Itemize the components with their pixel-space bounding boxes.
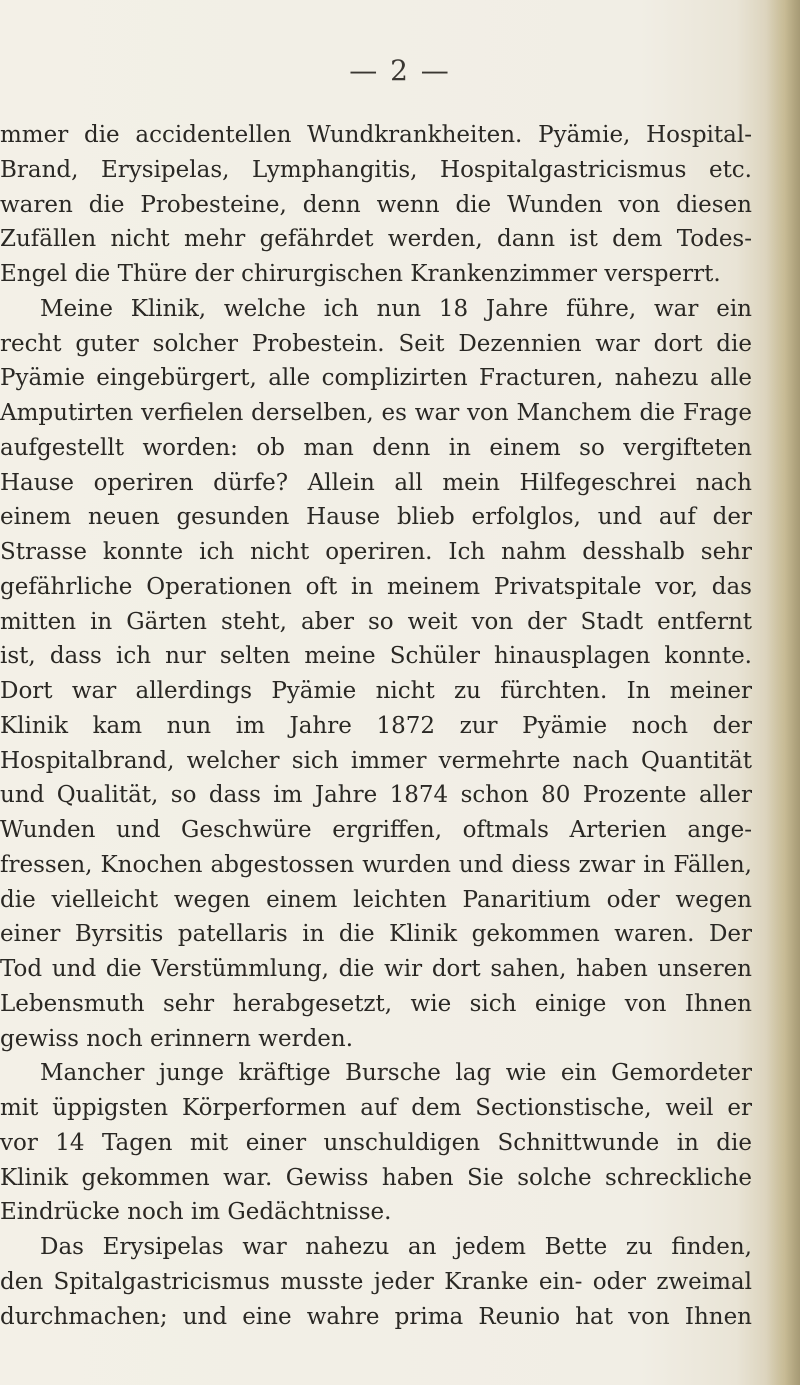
text-line: gefährliche Operationen oft in meinem Privatspitale vor, das (0, 573, 752, 600)
text-line: Zufällen nicht mehr gefährdet werden, dann ist dem Todes- (0, 226, 752, 253)
text-line: Hause operiren dürfe? Allein all mein Hilfegeschrei nach (0, 469, 752, 496)
text-line: Brand, Erysipelas, Lymphangitis, Hospitalgastricismus etc. (0, 156, 752, 183)
page-edge-shadow (766, 0, 800, 1385)
text-line: mitten in Gärten steht, aber so weit von der Stadt entfernt (0, 608, 752, 635)
text-line: aufgestellt worden: ob man denn in einem so vergifteten (0, 434, 752, 461)
text-line: mmer die accidentellen Wundkrankheiten. Pyämie, Hospital- (0, 122, 752, 148)
text-line: Wunden und Geschwüre ergriffen, oftmals Arterien ange- (0, 817, 752, 843)
text-line: vor 14 Tagen mit einer unschuldigen Schnittwunde in die (0, 1129, 752, 1156)
text-line: Strasse konnte ich nicht operiren. Ich nahm desshalb sehr (0, 539, 752, 565)
text-line: und Qualität, so dass im Jahre 1874 schon 80 Prozente aller (0, 782, 752, 809)
text-line: ist, dass ich nur selten meine Schüler hinausplagen konnte. (0, 643, 752, 670)
text-line: Klinik gekommen war. Gewiss haben Sie solche schreckliche (0, 1164, 752, 1191)
text-line: Meine Klinik, welche ich nun 18 Jahre führe, war ein (40, 295, 752, 322)
text-line: Dort war allerdings Pyämie nicht zu fürchten. In meiner (0, 678, 752, 704)
text-line: fressen, Knochen abgestossen wurden und diess zwar in Fällen, (0, 851, 752, 878)
text-line: den Spitalgastricismus musste jeder Kranke ein- oder zweimal (0, 1268, 752, 1295)
text-line: Amputirten verfielen derselben, es war von Manchem die Frage (0, 400, 752, 426)
text-line: einer Byrsitis patellaris in die Klinik gekommen waren. Der (0, 921, 752, 948)
text-line: Lebensmuth sehr herabgesetzt, wie sich einige von Ihnen (0, 990, 752, 1017)
text-line: gewiss noch erinnern werden. (0, 1025, 354, 1052)
text-line: Eindrücke noch im Gedächtnisse. (0, 1199, 392, 1226)
page-number: — 2 — (349, 54, 451, 87)
text-line: Mancher junge kräftige Bursche lag wie ein Gemordeter (40, 1060, 752, 1087)
text-line: Das Erysipelas war nahezu an jedem Bette zu finden, (40, 1234, 752, 1260)
text-line: Tod und die Verstümmlung, die wir dort sahen, haben unseren (0, 956, 752, 982)
text-line: mit üppigsten Körperformen auf dem Sectionstische, weil er (0, 1095, 752, 1121)
text-line: Engel die Thüre der chirurgischen Krankenzimmer versperrt. (0, 261, 721, 287)
text-line: einem neuen gesunden Hause blieb erfolglos, und auf der (0, 504, 752, 531)
text-line: durchmachen; und eine wahre prima Reunio hat von Ihnen (0, 1303, 752, 1330)
text-line: die vielleicht wegen einem leichten Panaritium oder wegen (0, 886, 752, 913)
text-line: Klinik kam nun im Jahre 1872 zur Pyämie noch der (0, 712, 752, 739)
text-line: recht guter solcher Probestein. Seit Dezennien war dort die (0, 330, 752, 357)
body-text (0, 118, 752, 1334)
text-line: Hospitalbrand, welcher sich immer vermehrte nach Quantität (0, 747, 752, 774)
text-line: waren die Probesteine, denn wenn die Wunden von diesen (0, 191, 752, 218)
text-line: Pyämie eingebürgert, alle complizirten Fracturen, nahezu alle (0, 365, 752, 392)
